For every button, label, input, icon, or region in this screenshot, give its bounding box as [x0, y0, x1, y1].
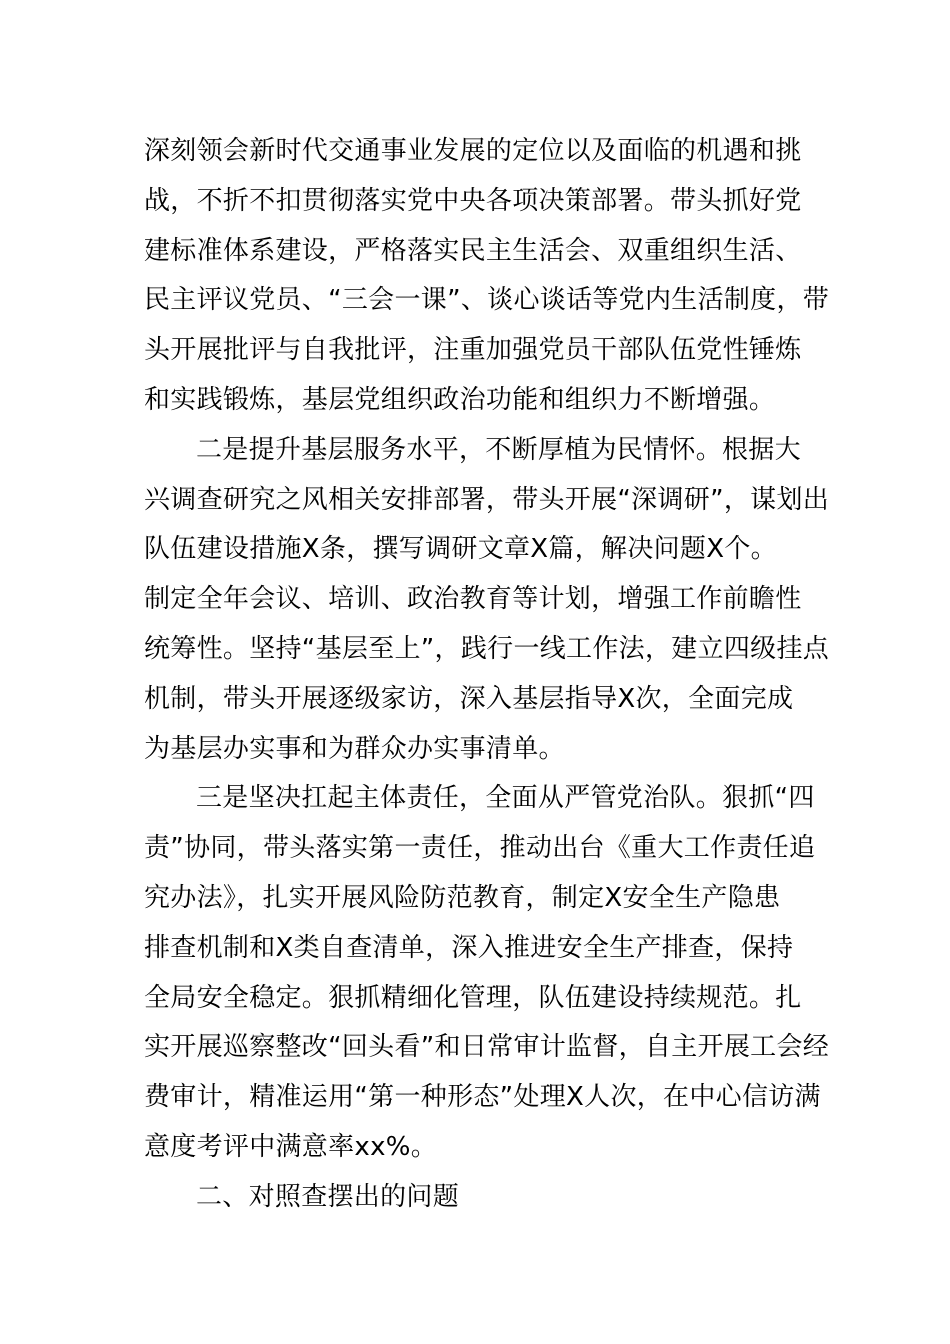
text-line: 民主评议党员、“三会一课”、谈心谈话等党内生活制度，带 — [144, 285, 830, 316]
text-line: 费审计，精准运用“第一种形态”处理X人次，在中心信访满 — [144, 1082, 821, 1113]
text-line: 全局安全稳定。狠抓精细化管理，队伍建设持续规范。扎 — [144, 982, 802, 1013]
text-line: 三是坚决扛起主体责任，全面从严管党治队。狠抓“四 — [196, 783, 815, 814]
text-line: 意度考评中满意率xx%。 — [144, 1131, 438, 1162]
text-line: 实开展巡察整改“回头看”和日常审计监督，自主开展工会经 — [144, 1032, 830, 1063]
text-line: 究办法》，扎实开展风险防范教育，制定X安全生产隐患 — [144, 882, 781, 913]
text-line: 二是提升基层服务水平，不断厚植为民情怀。根据大 — [196, 434, 801, 465]
document-body — [144, 127, 830, 1223]
text-line: 队伍建设措施X条，撰写调研文章X篇，解决问题X个。 — [144, 534, 777, 565]
text-line: 机制，带头开展逐级家访，深入基层指导X次，全面完成 — [144, 683, 794, 714]
text-line: 战，不折不扣贯彻落实党中央各项决策部署。带头抓好党 — [144, 185, 802, 216]
paragraph-main-responsibility — [144, 774, 830, 1172]
section-heading: 二、对照查摆出的问题 — [196, 1181, 460, 1212]
text-line: 兴调查研究之风相关安排部署，带头开展“深调研”，谋划出 — [144, 484, 830, 515]
text-line: 责”协同，带头落实第一责任，推动出台《重大工作责任追 — [144, 833, 816, 864]
text-line: 排查机制和X类自查清单，深入推进安全生产排查，保持 — [144, 932, 794, 963]
paragraph-grassroots-service — [144, 426, 830, 775]
text-line: 和实践锻炼，基层党组织政治功能和组织力不断增强。 — [144, 384, 776, 415]
text-line: 制定全年会议、培训、政治教育等计划，增强工作前瞻性 — [144, 584, 802, 615]
text-line: 为基层办实事和为群众办实事清单。 — [144, 733, 565, 764]
text-line: 深刻领会新时代交通事业发展的定位以及面临的机遇和挑 — [144, 136, 802, 166]
text-line: 建标准体系建设，严格落实民主生活会、双重组织生活、 — [144, 235, 802, 266]
text-line: 统筹性。坚持“基层至上”，践行一线工作法，建立四级挂点 — [144, 633, 830, 664]
paragraph-party-building — [144, 127, 830, 426]
text-line: 头开展批评与自我批评，注重加强党员干部队伍党性锤炼 — [144, 335, 802, 366]
